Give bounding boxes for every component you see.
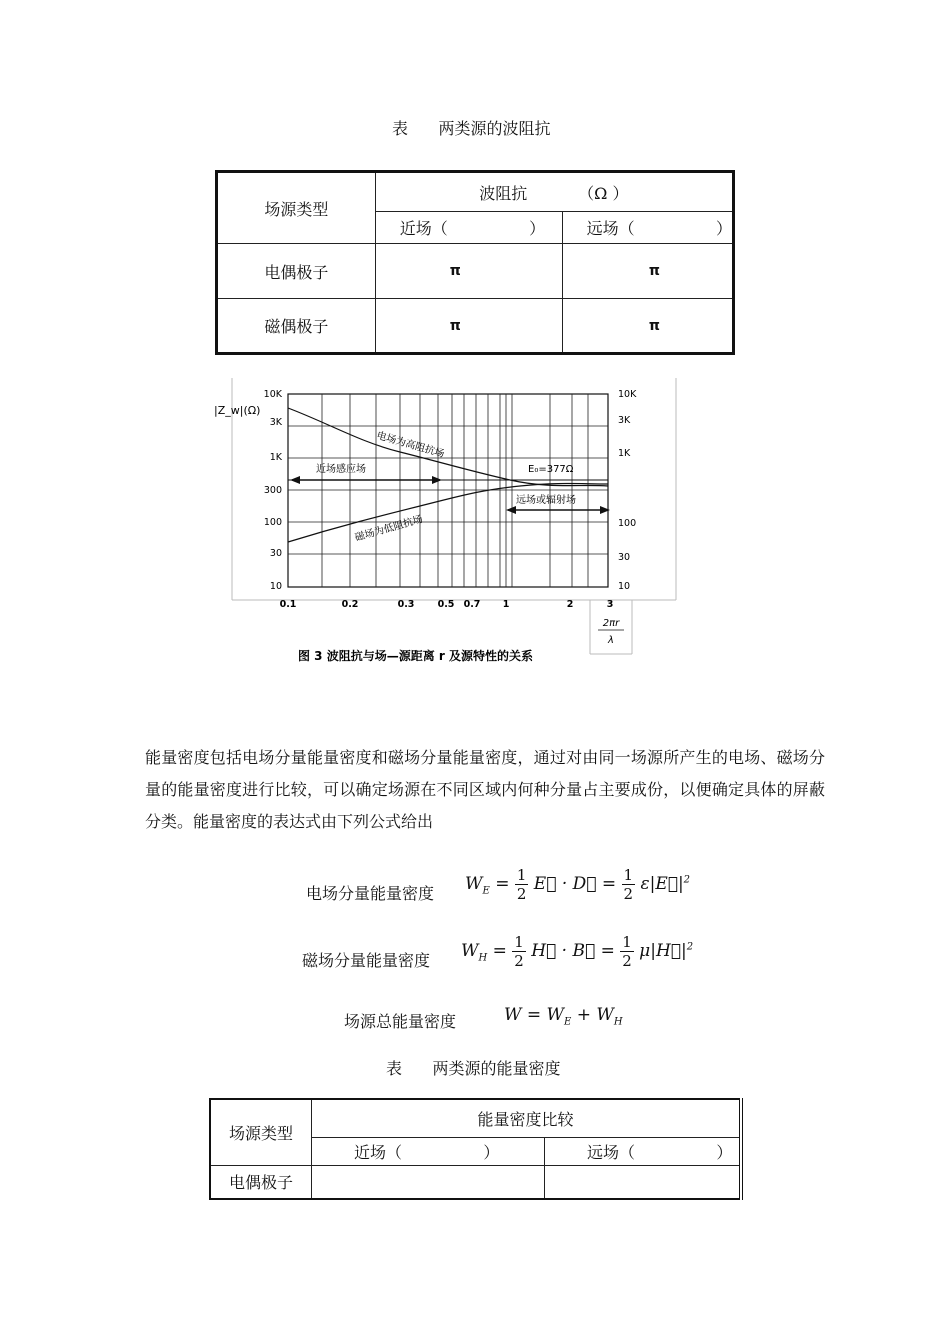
y-tick-left: 10K [263, 389, 282, 400]
x-tick: 0.7 [463, 599, 481, 610]
x-tick: 0.1 [279, 599, 297, 610]
energy-density-table [209, 1098, 743, 1200]
formula-total: $W = W_E + W_H$ [504, 1005, 623, 1028]
x-axis-label-den: λ [608, 635, 614, 646]
near-field-label: 近场感应场 [316, 464, 366, 475]
y-tick-right: 10 [618, 581, 631, 592]
table-row [217, 299, 734, 354]
y-tick-left: 3K [269, 417, 282, 428]
e-curve-label: 电场为高阻抗场 [375, 430, 446, 461]
y-tick-right: 1K [618, 448, 631, 459]
body-paragraph: 能量密度包括电场分量能量密度和磁场分量能量密度，通过对由同一场源所产生的电场、磁场分量的能量密度进行比较，可以确定场源在不同区域内何种分量占主要成份，以便确定具体的屏蔽分类。能量密度的表达式由下列公式给出 [145, 748, 825, 831]
header-near-field: 近场（ ） [375, 212, 562, 244]
x-tick: 2 [566, 599, 574, 610]
y-tick-left: 10 [269, 581, 282, 592]
y-tick-right: 10K [618, 389, 637, 400]
near-value [312, 1165, 545, 1199]
table-row [217, 244, 734, 299]
row-label: 电偶极子 [210, 1165, 312, 1199]
formula-m: $W_H$ = $\frac{1}{2}$ H⃗ · B⃗ = $\frac{1}{2}$ $\mu|H⃗|^2$ [461, 933, 694, 970]
near-value: π [375, 299, 562, 354]
x-tick: 3 [606, 599, 614, 610]
y-tick-right: 3K [618, 415, 631, 426]
x-ticks [280, 599, 614, 610]
formula-e: $W_E$ = $\frac{1}{2}$ E⃗ · D⃗ = $\frac{1}{2}$ $\varepsilon|E⃗|^2$ [465, 866, 691, 903]
x-tick: 0.3 [397, 599, 415, 610]
right-ticks [618, 389, 637, 592]
formula-total-label: 场源总能量密度 [344, 1012, 457, 1031]
y-tick-right: 30 [618, 552, 631, 563]
x-tick: 0.2 [341, 599, 359, 610]
far-value [545, 1165, 742, 1199]
y-tick-left: 30 [269, 548, 282, 559]
y-tick-left: 1K [269, 452, 282, 463]
near-value: π [375, 244, 562, 299]
header-far-field: 远场（ ） [545, 1137, 742, 1165]
x-tick: 0.5 [437, 599, 455, 610]
figure-caption: 图 3 波阻抗与场—源距离 r 及源特性的关系 [298, 649, 533, 663]
table-row [210, 1165, 741, 1199]
table1-caption: 表 两类源的波阻抗 [392, 119, 551, 138]
header-near-field: 近场（ ） [312, 1137, 545, 1165]
y-axis-label: |Z_w|(Ω) [214, 404, 261, 417]
y-tick-left: 100 [263, 517, 282, 528]
header-energy-comparison: 能量密度比较 [312, 1099, 742, 1137]
header-far-field: 远场（ ） [562, 212, 733, 244]
formula-m-label: 磁场分量能量密度 [302, 951, 431, 970]
x-axis-label-num: 2πr [602, 618, 620, 629]
wave-impedance-figure [210, 376, 680, 666]
y-tick-right: 100 [618, 518, 637, 529]
m-curve-label: 磁场为低阻抗场 [353, 514, 425, 544]
header-source-type: 场源类型 [217, 172, 376, 244]
formula-e-label: 电场分量能量密度 [306, 884, 435, 903]
header-wave-impedance: 波阻抗 （Ω ） [375, 172, 733, 212]
left-ticks [264, 389, 283, 592]
x-tick: 1 [502, 599, 510, 610]
m-field-curve [288, 484, 608, 543]
row-label: 电偶极子 [217, 244, 376, 299]
wave-impedance-table [215, 170, 735, 355]
e0-label: E₀=377Ω [528, 464, 574, 475]
far-value: π [562, 299, 733, 354]
y-tick-left: 300 [263, 485, 282, 496]
far-field-label: 远场或辐射场 [516, 495, 576, 506]
row-label: 磁偶极子 [217, 299, 376, 354]
table2-caption: 表 两类源的能量密度 [386, 1059, 561, 1078]
far-value: π [562, 244, 733, 299]
header-source-type: 场源类型 [210, 1099, 312, 1165]
